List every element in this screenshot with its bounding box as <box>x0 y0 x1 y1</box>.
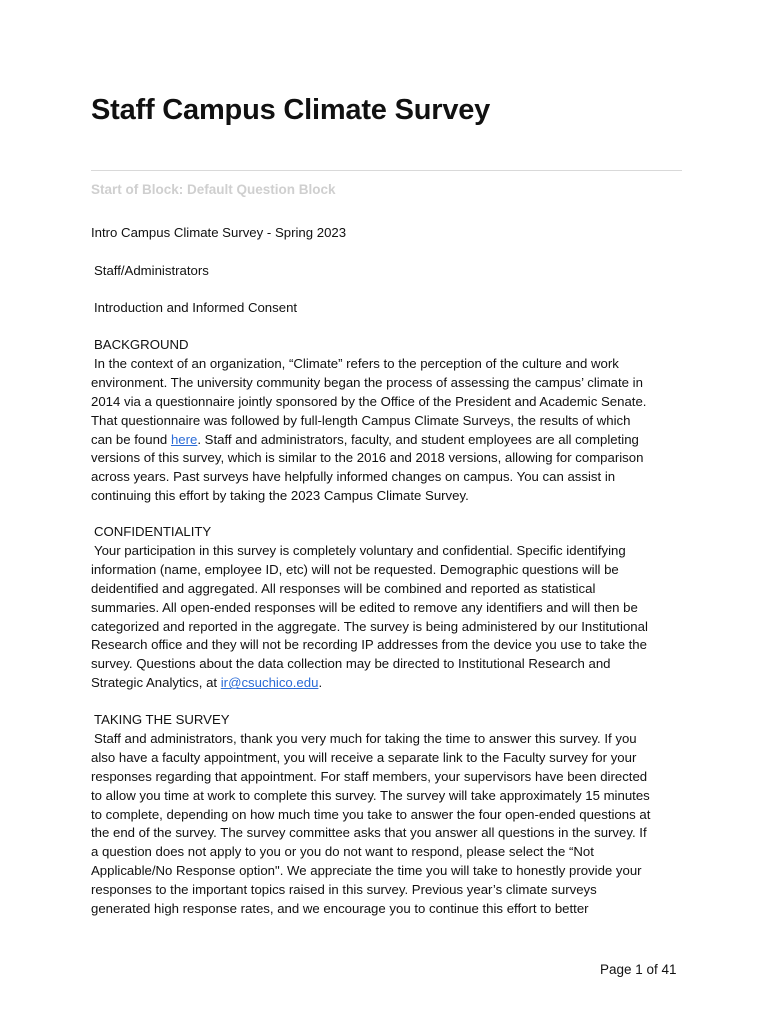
confidentiality-section <box>91 523 682 693</box>
results-here-link[interactable]: here <box>170 431 198 447</box>
document-title: Staff Campus Climate Survey <box>91 94 491 126</box>
confidentiality-line: summaries. All open-ended responses will be edited to remove any identifiers and will then be <box>91 599 638 615</box>
background-line: In the context of an organization, “Climate” refers to the perception of the culture and work <box>94 355 619 371</box>
confidentiality-line: categorized and reported in the aggregate. The survey is being administered by our Institutional <box>91 618 648 634</box>
page-number: Page 1 of 41 <box>600 962 677 977</box>
confidentiality-line: Your participation in this survey is completely voluntary and confidential. Specific identifying <box>94 542 626 558</box>
confidentiality-line: information (name, employee ID, etc) will not be requested. Demographic questions will be <box>91 561 619 577</box>
confidentiality-email-line <box>91 674 682 693</box>
background-line: That questionnaire was followed by full-length Campus Climate Surveys, the results of which <box>91 412 631 428</box>
taking-survey-line: responses regarding that appointment. For staff members, your supervisors have been directed <box>91 768 648 784</box>
taking-survey-line: to complete, depending on how much time you take to answer the four open-ended questions at <box>91 806 651 822</box>
background-heading: BACKGROUND <box>94 337 189 352</box>
background-link-prefix: can be found <box>91 431 171 447</box>
taking-survey-line: Staff and administrators, thank you very much for taking the time to answer this survey. If you <box>94 730 637 746</box>
taking-survey-line: generated high response rates, and we encourage you to continue this effort to better <box>91 901 589 917</box>
audience-line: Staff/Administrators <box>94 263 209 278</box>
taking-survey-line: Applicable/No Response option". We appreciate the time you will take to honestly provide your <box>91 863 642 879</box>
background-line: continuing this effort by taking the 2023 Campus Climate Survey. <box>91 488 469 504</box>
taking-survey-heading: TAKING THE SURVEY <box>94 712 230 727</box>
background-line: across years. Past surveys have helpfully informed changes on campus. You can assist in <box>91 469 616 485</box>
background-link-suffix: . Staff and administrators, faculty, and student employees are all completing <box>197 431 639 447</box>
confidentiality-line: Research office and they will not be recording IP addresses from the device you use to take the <box>91 637 647 653</box>
block-start-label: Start of Block: Default Question Block <box>91 182 336 197</box>
background-line: environment. The university community began the process of assessing the campus’ climate in <box>91 374 643 390</box>
background-line: 2014 via a questionnaire jointly sponsored by the Office of the President and Academic Senate. <box>91 393 647 409</box>
background-link-line <box>91 431 682 450</box>
email-prefix: Strategic Analytics, at <box>91 675 221 691</box>
taking-survey-line: responses to the important topics raised in this survey. Previous year’s climate surveys <box>91 882 597 898</box>
taking-survey-line: the end of the survey. The survey committee asks that you answer all questions in the survey. If <box>91 825 647 841</box>
title-divider <box>91 170 682 171</box>
confidentiality-line: survey. Questions about the data collection may be directed to Institutional Research and <box>91 656 611 672</box>
taking-survey-section <box>91 711 682 919</box>
background-section <box>91 336 682 506</box>
confidentiality-heading: CONFIDENTIALITY <box>94 524 212 539</box>
taking-survey-line: to allow you time at work to complete this survey. The survey will take approximately 15 minutes <box>91 787 650 803</box>
section-intro-line: Introduction and Informed Consent <box>94 300 298 315</box>
intro-line: Intro Campus Climate Survey - Spring 2023 <box>91 225 347 240</box>
taking-survey-line: also have a faculty appointment, you will receive a separate link to the Faculty survey for your <box>91 749 637 765</box>
taking-survey-line: a question does not apply to you or you do not want to respond, please select the “Not <box>91 844 594 860</box>
ir-email-link[interactable]: ir@csuchico.edu <box>220 675 319 691</box>
background-line: versions of this survey, which is similar to the 2016 and 2018 versions, allowing for comparison <box>91 450 644 466</box>
email-suffix: . <box>318 675 323 691</box>
confidentiality-line: deidentified and aggregated. All responses will be combined and reported as statistical <box>91 580 596 596</box>
